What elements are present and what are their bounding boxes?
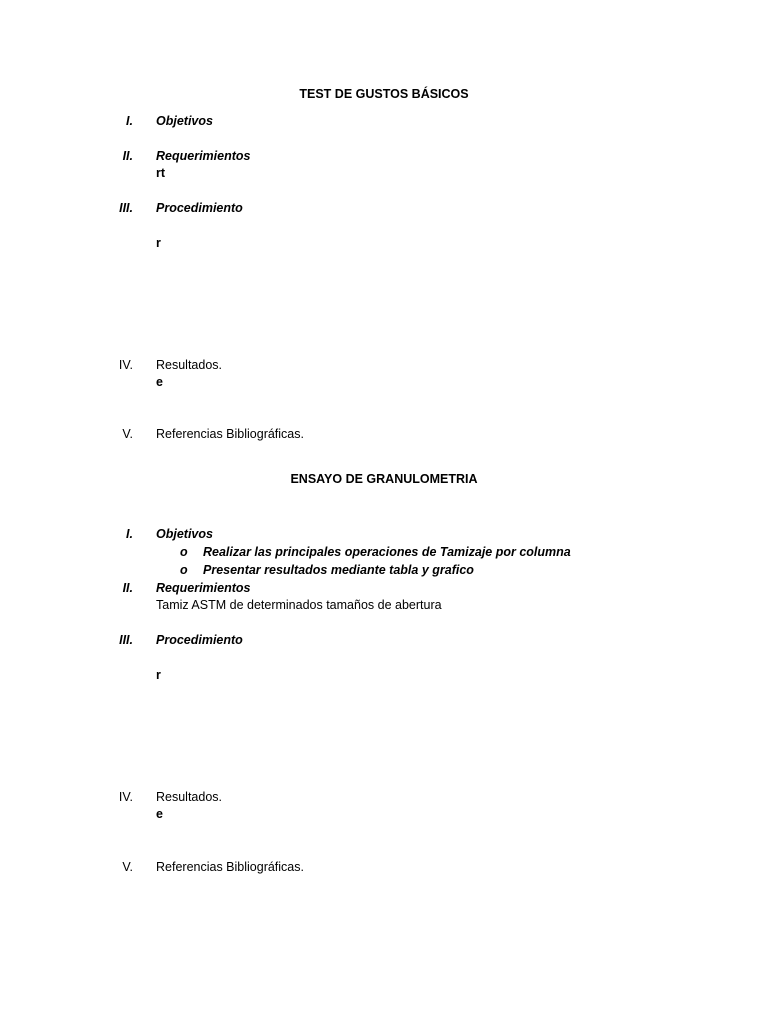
doc2-section-2-number: II. [122,581,133,595]
doc2-bullet-1-text: Realizar las principales operaciones de Tamizaje por columna [203,545,571,559]
doc2-bullet-1-marker: o [180,545,188,559]
doc1-section-3-body: r [156,236,161,250]
doc2-section-5-heading: Referencias Bibliográficas. [156,860,304,874]
doc2-bullet-2-marker: o [180,563,188,577]
doc1-section-4-number: IV. [118,358,133,372]
doc1-section-5-number: V. [122,427,133,441]
doc1-section-4-heading: Resultados. [156,358,223,372]
doc2-section-4-number: IV. [118,790,133,804]
doc2-section-4-body: e [156,807,163,821]
doc1-title: TEST DE GUSTOS BÁSICOS [299,87,469,101]
doc1-section-2-number: II. [122,149,133,163]
doc2-section-3-heading: Procedimiento [156,633,243,647]
doc1-section-2-body: rt [156,166,166,180]
doc2-section-4-heading: Resultados. [156,790,223,804]
doc1-section-3-heading: Procedimiento [156,201,243,215]
doc1-section-3-number: III. [119,201,133,215]
doc2-section-2-heading: Requerimientos [156,581,251,595]
doc1-section-2-heading: Requerimientos [156,149,251,163]
doc1-section-1-number: I. [126,114,133,128]
doc2-section-1-number: I. [126,527,133,541]
doc2-section-3-number: III. [119,633,133,647]
doc2-section-5-number: V. [122,860,133,874]
doc1-section-1-heading: Objetivos [156,114,213,128]
doc2-section-2-body: Tamiz ASTM de determinados tamaños de abertura [156,598,442,612]
doc1-section-5-heading: Referencias Bibliográficas. [156,427,304,441]
doc2-section-1-heading: Objetivos [156,527,213,541]
doc1-section-4-body: e [156,375,163,389]
doc2-section-3-body: r [156,668,161,682]
doc2-bullet-2-text: Presentar resultados mediante tabla y grafico [203,563,474,577]
doc2-title: ENSAYO DE GRANULOMETRIA [290,472,478,486]
